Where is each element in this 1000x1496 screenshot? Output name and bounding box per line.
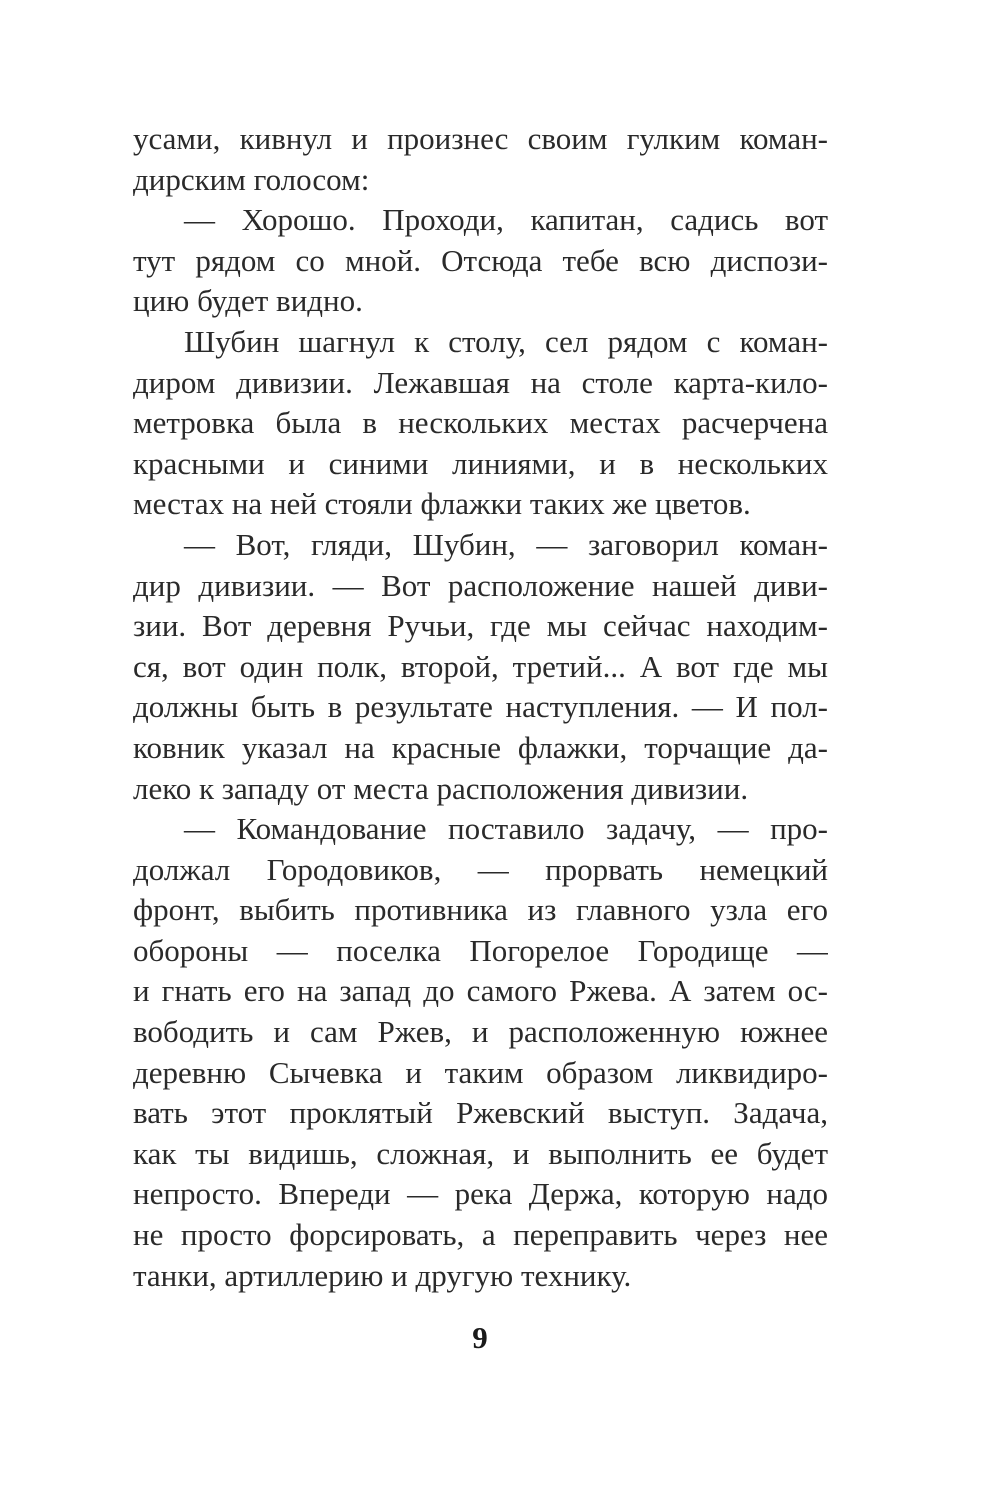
- text-line: красными и синими линиями, и в нескольких: [133, 445, 828, 481]
- text-line: должал Городовиков, — прорвать немецкий: [133, 851, 828, 887]
- text-line: ковник указал на красные флажки, торчащие да-: [133, 729, 828, 765]
- text-line: непросто. Впереди — река Держа, которую надо: [133, 1176, 828, 1212]
- text-line: диром дивизии. Лежавшая на столе карта-кило-: [133, 364, 828, 400]
- text-line: — Хорошо. Проходи, капитан, садись вот: [184, 202, 828, 238]
- body-text: [133, 119, 828, 1296]
- text-line: усами, кивнул и произнес своим гулким коман-: [133, 121, 828, 156]
- text-line: не просто форсировать, а переправить через нее: [133, 1217, 828, 1253]
- page-number: 9: [472, 1320, 488, 1355]
- text-line: метровка была в нескольких местах расчерчена: [133, 405, 828, 441]
- text-line: Шубин шагнул к столу, сел рядом с коман-: [184, 323, 828, 359]
- text-line: дирским голосом:: [133, 161, 370, 197]
- text-line: цию будет видно.: [133, 283, 363, 319]
- text-line: — Вот, гляди, Шубин, — заговорил коман-: [184, 526, 828, 562]
- text-line: обороны — поселка Погорелое Городище —: [133, 932, 828, 968]
- text-line: фронт, выбить противника из главного узла его: [133, 892, 828, 928]
- text-line: и гнать его на запад до самого Ржева. А затем ос-: [133, 973, 828, 1009]
- text-line: зии. Вот деревня Ручьи, где мы сейчас находим-: [133, 608, 828, 644]
- text-line: деревню Сычевка и таким образом ликвидиро-: [133, 1054, 828, 1090]
- text-line: вободить и сам Ржев, и расположенную южнее: [133, 1014, 828, 1050]
- text-line: местах на ней стояли флажки таких же цветов.: [133, 486, 751, 522]
- text-line: вать этот проклятый Ржевский выступ. Задача,: [133, 1095, 828, 1131]
- text-line: танки, артиллерию и другую технику.: [133, 1257, 632, 1293]
- text-line: — Командование поставило задачу, — про-: [184, 811, 828, 847]
- text-line: ся, вот один полк, второй, третий... А вот где мы: [133, 648, 828, 684]
- text-line: леко к западу от места расположения дивизии.: [133, 770, 749, 806]
- text-line: должны быть в результате наступления. — И пол-: [133, 689, 828, 725]
- text-line: тут рядом со мной. Отсюда тебе всю диспози-: [133, 242, 828, 278]
- text-line: дир дивизии. — Вот расположение нашей диви-: [133, 567, 828, 603]
- text-line: как ты видишь, сложная, и выполнить ее будет: [133, 1135, 828, 1171]
